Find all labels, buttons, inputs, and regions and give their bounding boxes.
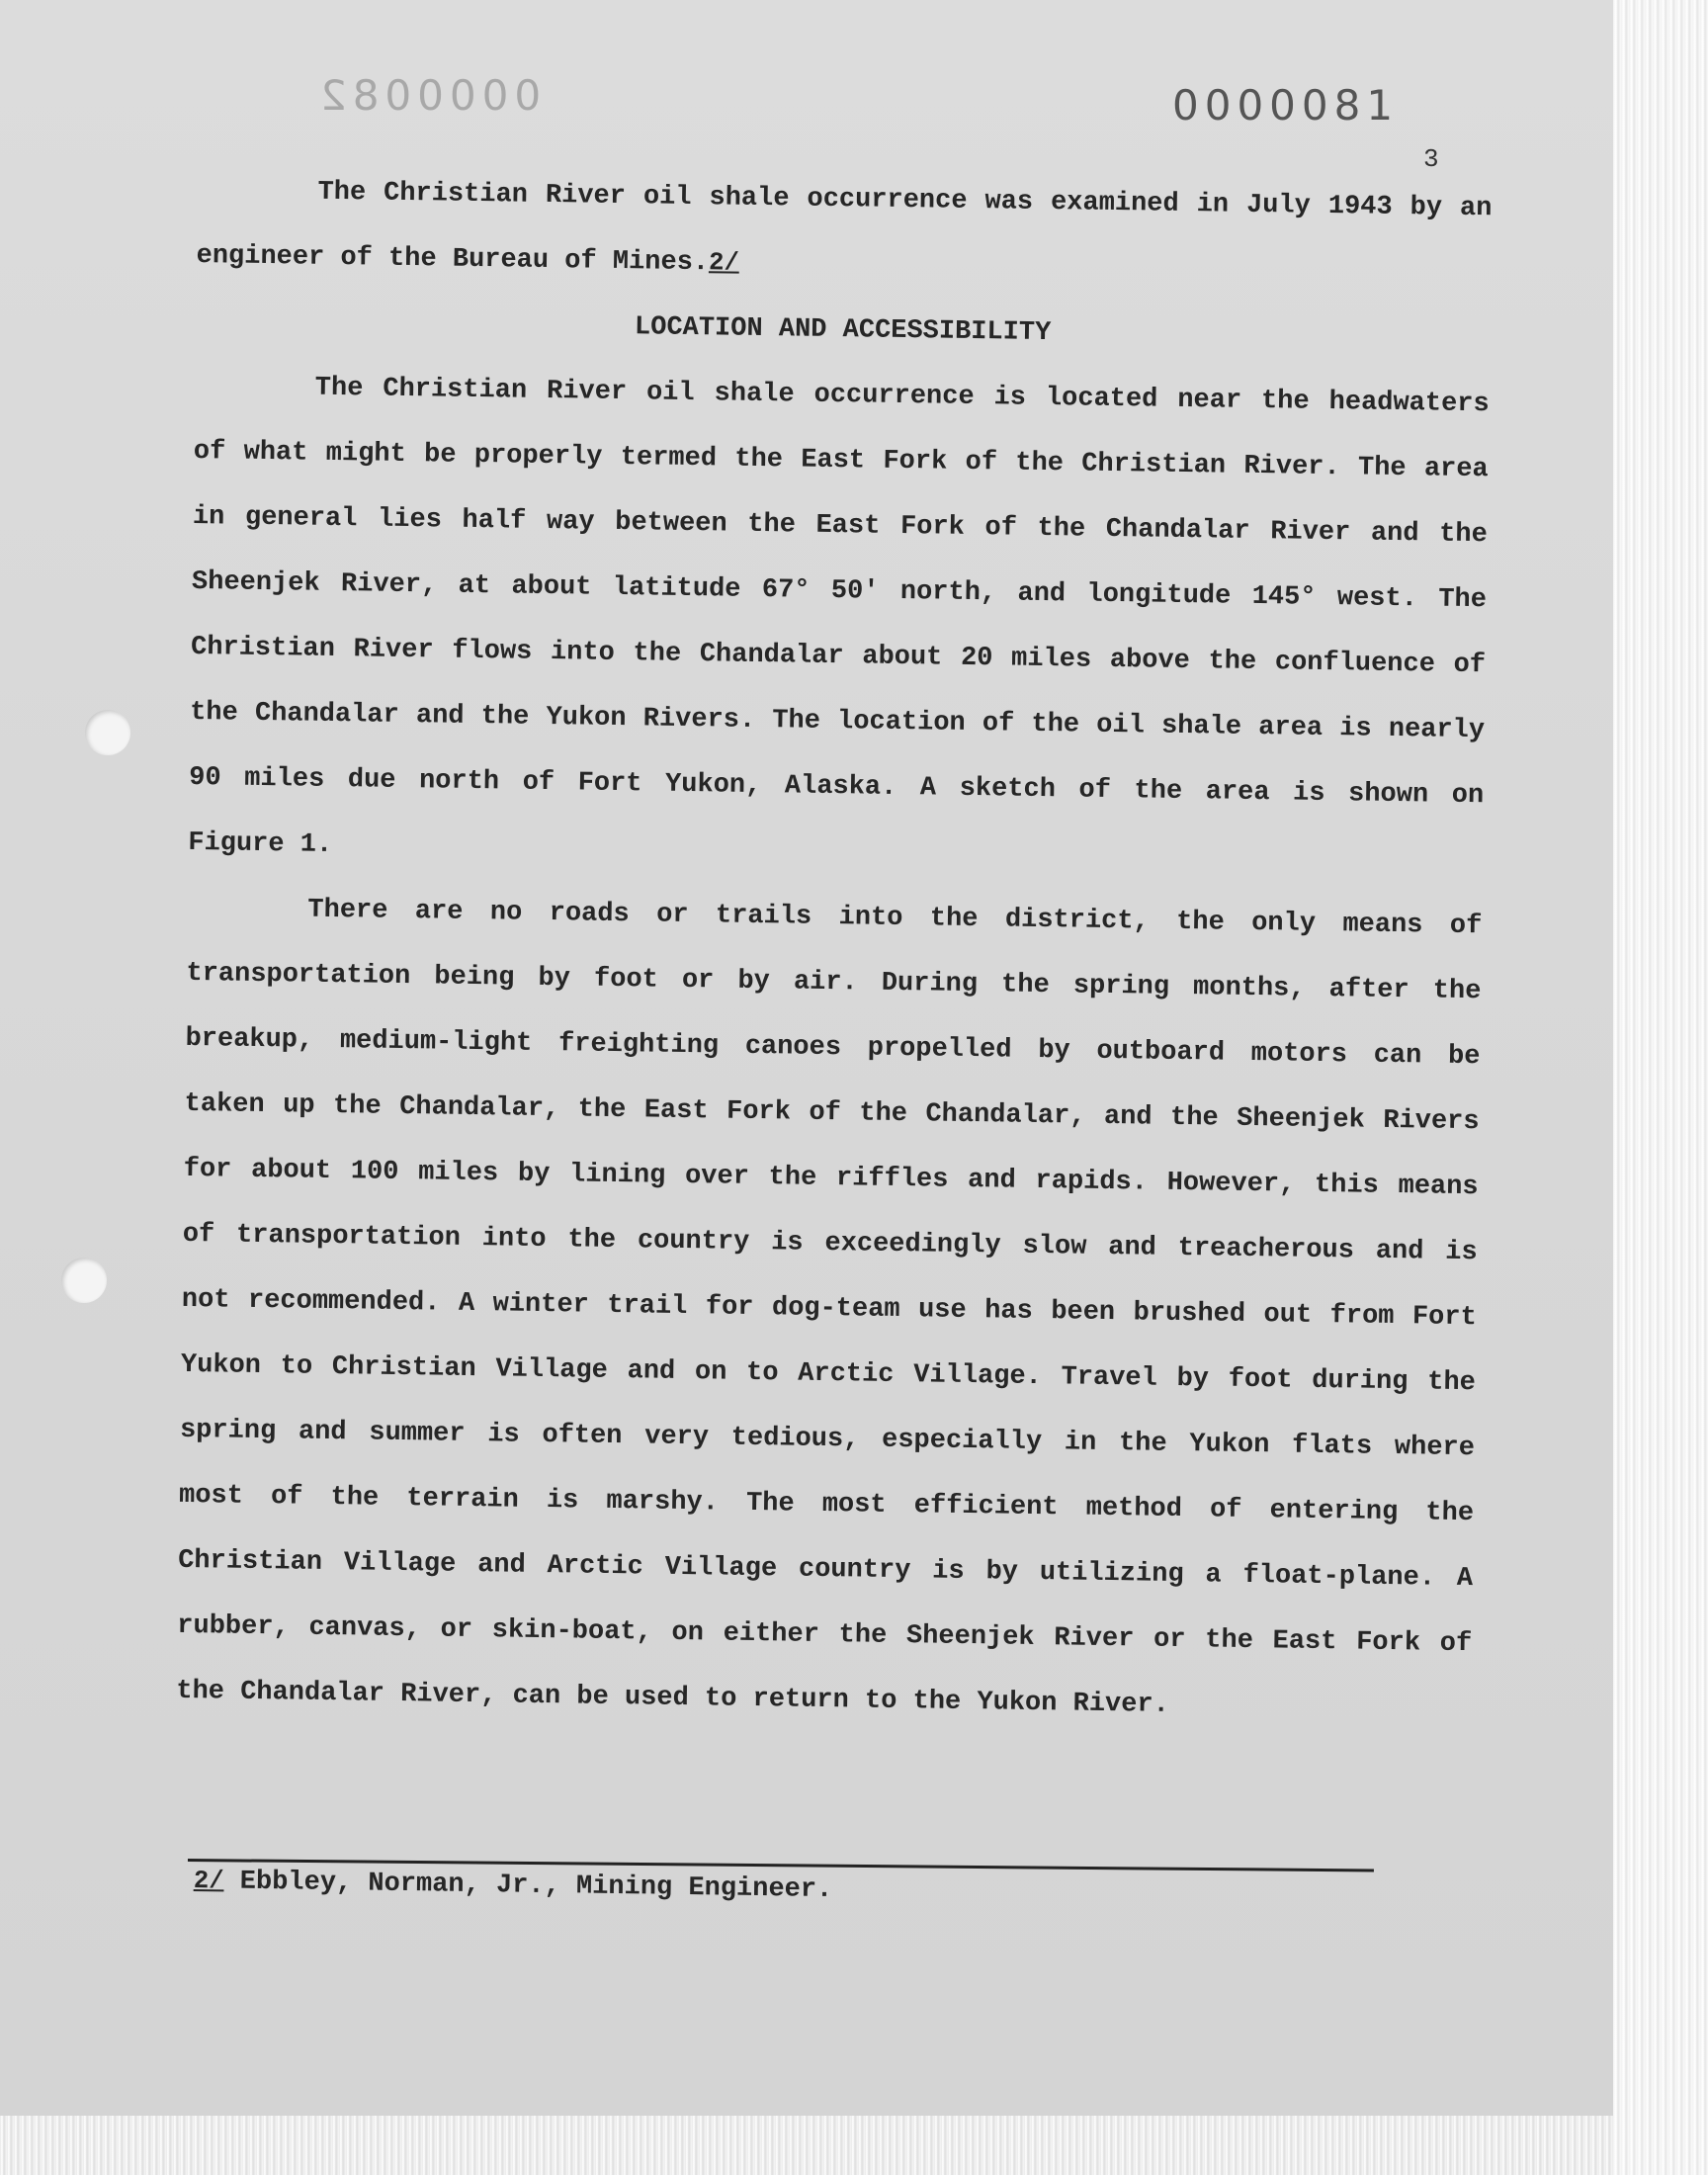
scan-edge-bottom: [0, 2116, 1613, 2175]
footnote-mark: 2/: [193, 1867, 224, 1896]
punch-hole-lower: [61, 1258, 107, 1303]
stamp-number: 0000081: [1172, 81, 1400, 130]
footnote-reference: 2/: [708, 248, 740, 278]
intro-text: The Christian River oil shale occurrence was examined in July 1943 by an engineer of the Bureau of Mines.: [196, 177, 1493, 279]
intro-paragraph: [196, 158, 1493, 306]
paragraph-accessibility: There are no roads or trails into the district, the only means of transportation being by foot or by air. During the spring months, after the breakup, medium-light freighting canoes propelled by outboard motors can be taken up the Chandalar, the East Fork of the Chandalar, and the Sheenjek Rivers for about 100 miles by lining over the riffles and rapids. However, this means of transportation into the country is exceedingly slow and treacherous and is not recommended. A winter trail for dog-team use has been brushed out from Fort Yukon to Christian Village and on to Arctic Village. Travel by foot during the spring and summer is often very tedious, especially in the Yukon flats where most of the terrain is marshy. The most efficient method of entering the Christian Village and Arctic Village country is by utilizing a float-plane. A rubber, canvas, or skin-boat, on either the Sheenjek River or the East Fork of the Chandalar River, can be used to return to the Yukon River.: [176, 895, 1483, 1720]
punch-hole-upper: [85, 710, 130, 755]
footnote: [194, 1867, 833, 1905]
scan-edge-right: [1613, 0, 1708, 2175]
mirrored-stamp-number: 0000082: [314, 71, 542, 120]
page-number: 3: [1423, 144, 1439, 174]
paragraph-location: The Christian River oil shale occurrence is located near the headwaters of what might be properly termed the East Fork of the Christian River. The area in general lies half way between the East Fork of the Chandalar River and the Sheenjek River, at about latitude 67° 50' north, and longitude 145° west. The Christian River flows into the Chandalar about 20 miles above the confluence of the Chandalar and the Yukon Rivers. The location of the oil shale area is nearly 90 miles due north of Fort Yukon, Alaska. A sketch of the area is shown on Figure 1.: [188, 373, 1490, 860]
section-heading: LOCATION AND ACCESSIBILITY: [634, 312, 1052, 349]
body-text: [176, 158, 1493, 1742]
footnote-text: Ebbley, Norman, Jr., Mining Engineer.: [239, 1867, 833, 1906]
